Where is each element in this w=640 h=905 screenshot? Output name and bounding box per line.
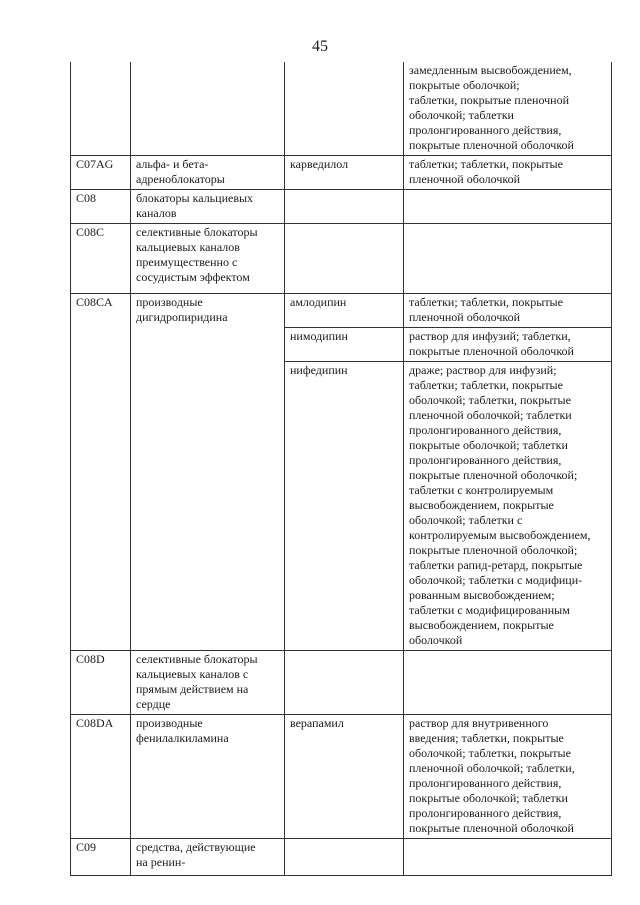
drug-list-table xyxy=(70,62,612,876)
atc-code-cell: C08 xyxy=(71,190,131,224)
pharmacological-group-cell: блокаторы кальциевых каналов xyxy=(131,190,285,224)
pharmacological-group-cell: селективные блокаторы кальциевых каналов с прямым действием на сердце xyxy=(131,651,285,715)
atc-code-cell: C08CA xyxy=(71,294,131,651)
drug-name-cell xyxy=(285,839,404,876)
atc-code-cell: C09 xyxy=(71,839,131,876)
pharmacological-group-cell: производные фенилалкиламина xyxy=(131,715,285,839)
table-row xyxy=(71,224,612,294)
table-row xyxy=(71,156,612,190)
pharmacological-group-cell xyxy=(131,62,285,156)
dosage-forms-cell: замедленным высвобождением, покрытые оболочкой; таблетки, покрытые пленочной оболочкой; таблетки пролонгированного действия, покрытые пленочной оболочкой xyxy=(404,62,612,156)
pharmacological-group-cell: средства, действующие на ренин- xyxy=(131,839,285,876)
table-row xyxy=(71,651,612,715)
pharmacological-group-cell: селективные блокаторы кальциевых каналов преимущественно с сосудистым эффектом xyxy=(131,224,285,294)
drug-name-cell xyxy=(285,651,404,715)
dosage-forms-cell xyxy=(404,190,612,224)
dosage-forms-cell xyxy=(404,224,612,294)
dosage-forms-cell xyxy=(404,839,612,876)
drug-name-cell: нимодипин xyxy=(285,328,404,362)
dosage-forms-cell: таблетки; таблетки, покрытые пленочной оболочкой xyxy=(404,294,612,328)
dosage-forms-cell: раствор для внутривенного введения; таблетки, покрытые оболочкой; таблетки, покрытые пленочной оболочкой; таблетки, пролонгированного действия, покрытые оболочкой; таблетки пролонгированного действия, покрытые пленочной оболочкой xyxy=(404,715,612,839)
table-row xyxy=(71,294,612,328)
drug-name-cell: амлодипин xyxy=(285,294,404,328)
pharmacological-group-cell: альфа- и бета- адреноблокаторы xyxy=(131,156,285,190)
pharmacological-group-cell: производные дигидропиридина xyxy=(131,294,285,651)
dosage-forms-cell xyxy=(404,651,612,715)
atc-code-cell: C08DA xyxy=(71,715,131,839)
drug-name-cell xyxy=(285,224,404,294)
drug-name-cell: верапамил xyxy=(285,715,404,839)
dosage-forms-cell: драже; раствор для инфузий; таблетки; таблетки, покрытые оболочкой; таблетки, покрытые пленочной оболочкой; таблетки пролонгированного действия, покрытые оболочкой; таблетки пролонгированного действия, покрытые пленочной оболочкой; таблетки с контролируемым высвобождением, покрытые оболочкой; таблетки с контролируемым высвобождением, покрытые пленочной оболочкой; таблетки рапид-ретард, покрытые оболочкой; таблетки с модифици- рованным высвобождением; таблетки с модифицированным высвобождением, покрытые оболочкой xyxy=(404,362,612,651)
dosage-forms-cell: раствор для инфузий; таблетки, покрытые пленочной оболочкой xyxy=(404,328,612,362)
atc-code-cell: C07AG xyxy=(71,156,131,190)
drug-name-cell xyxy=(285,62,404,156)
atc-code-cell: C08C xyxy=(71,224,131,294)
dosage-forms-cell: таблетки; таблетки, покрытые пленочной оболочкой xyxy=(404,156,612,190)
drug-name-cell xyxy=(285,190,404,224)
table-row xyxy=(71,62,612,156)
drug-name-cell: нифедипин xyxy=(285,362,404,651)
atc-code-cell xyxy=(71,62,131,156)
table-row xyxy=(71,839,612,876)
page-number: 45 xyxy=(312,38,328,55)
table-row xyxy=(71,190,612,224)
table-row xyxy=(71,715,612,839)
atc-code-cell: C08D xyxy=(71,651,131,715)
drug-name-cell: карведилол xyxy=(285,156,404,190)
